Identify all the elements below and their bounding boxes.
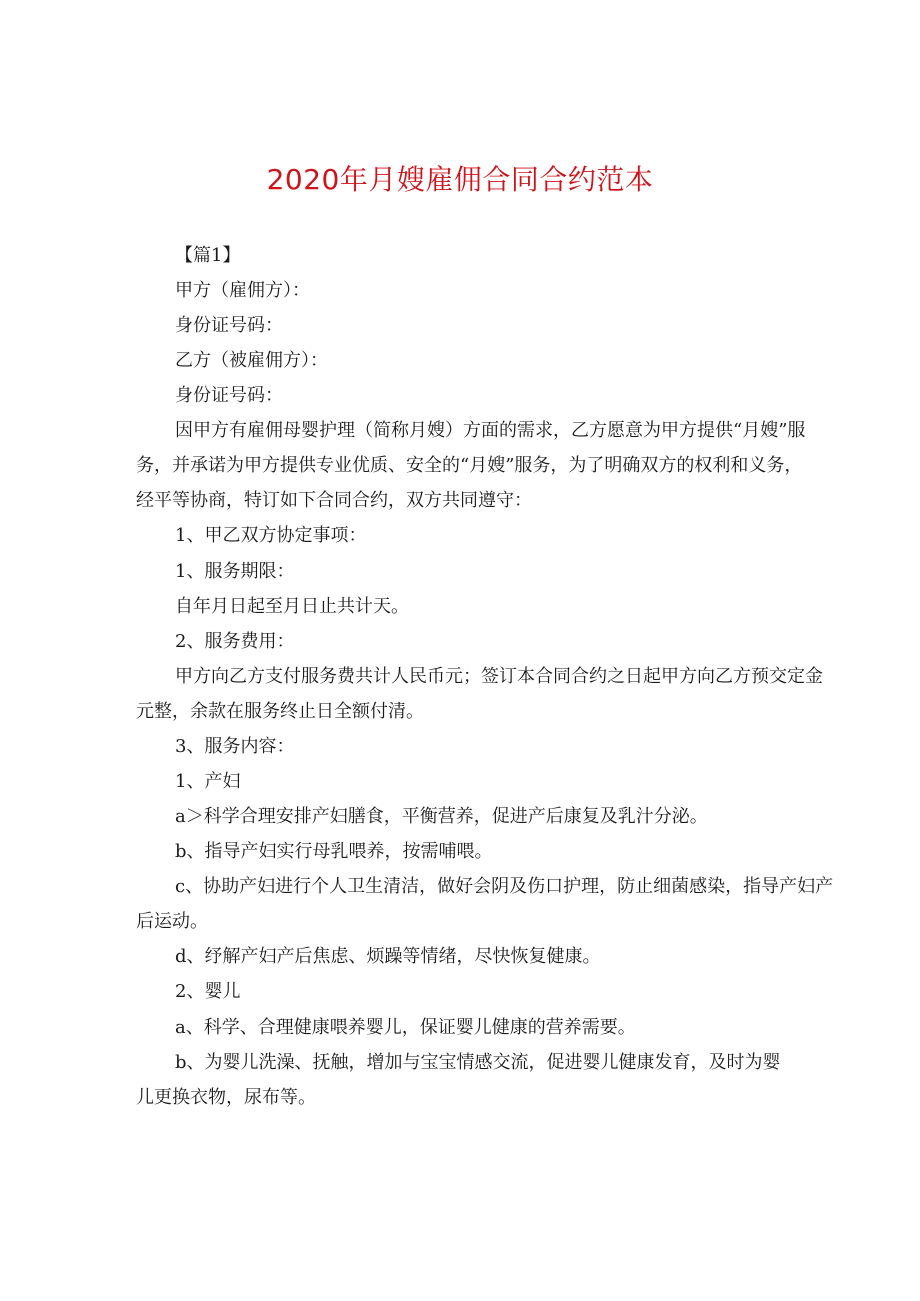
document-title: 2020年月嫂雇佣合同合约范本 xyxy=(266,163,654,196)
party-b-label: 乙方（被雇佣方）： xyxy=(175,350,328,371)
preamble-line-3: 经平等协商，特订如下合同合约，双方共同遵守： xyxy=(136,490,532,511)
baby-item-a: a、科学、合理健康喂养婴儿，保证婴儿健康的营养需要。 xyxy=(175,1017,636,1038)
baby-heading: 2、婴儿 xyxy=(175,981,241,1002)
mother-item-d: d、纾解产妇产后焦虑、烦躁等情绪，尽快恢复健康。 xyxy=(175,946,601,967)
preamble-line-1: 因甲方有雇佣母婴护理（简称月嫂）方面的需求，乙方愿意为甲方提供“月嫂”服 xyxy=(175,420,806,441)
service-period-heading: 1、服务期限： xyxy=(175,561,295,582)
preamble-line-2: 务，并承诺为甲方提供专业优质、安全的“月嫂”服务，为了明确双方的权利和义务， xyxy=(136,455,803,476)
party-b-id-label: 身份证号码： xyxy=(175,385,283,406)
mother-heading: 1、产妇 xyxy=(175,771,241,792)
party-a-id-label: 身份证号码： xyxy=(175,315,283,336)
service-content-heading: 3、服务内容： xyxy=(175,736,295,757)
mother-item-c-line-1: c、协助产妇进行个人卫生清洁，做好会阴及伤口护理，防止细菌感染，指导产妇产 xyxy=(175,876,834,897)
mother-item-b: b、指导产妇实行母乳喂养，按需哺喂。 xyxy=(175,841,493,862)
service-period-text: 自年月日起至月日止共计天。 xyxy=(175,596,409,617)
baby-item-b-line-1: b、为婴儿洗澡、抚触，增加与宝宝情感交流，促进婴儿健康发育，及时为婴 xyxy=(175,1052,781,1073)
service-fee-line-2: 元整，余款在服务终止日全额付清。 xyxy=(136,701,424,722)
mother-item-c-line-2: 后运动。 xyxy=(136,911,208,932)
party-a-label: 甲方（雇佣方）： xyxy=(175,280,310,301)
clause-heading: 1、甲乙双方协定事项： xyxy=(175,525,367,546)
mother-item-a: a＞科学合理安排产妇膳食，平衡营养，促进产后康复及乳汁分泌。 xyxy=(175,806,708,827)
service-fee-line-1: 甲方向乙方支付服务费共计人民币元；签订本合同合约之日起甲方向乙方预交定金 xyxy=(175,666,823,687)
section-heading: 【篇1】 xyxy=(175,245,241,266)
service-fee-heading: 2、服务费用： xyxy=(175,631,295,652)
baby-item-b-line-2: 儿更换衣物，尿布等。 xyxy=(136,1087,316,1108)
